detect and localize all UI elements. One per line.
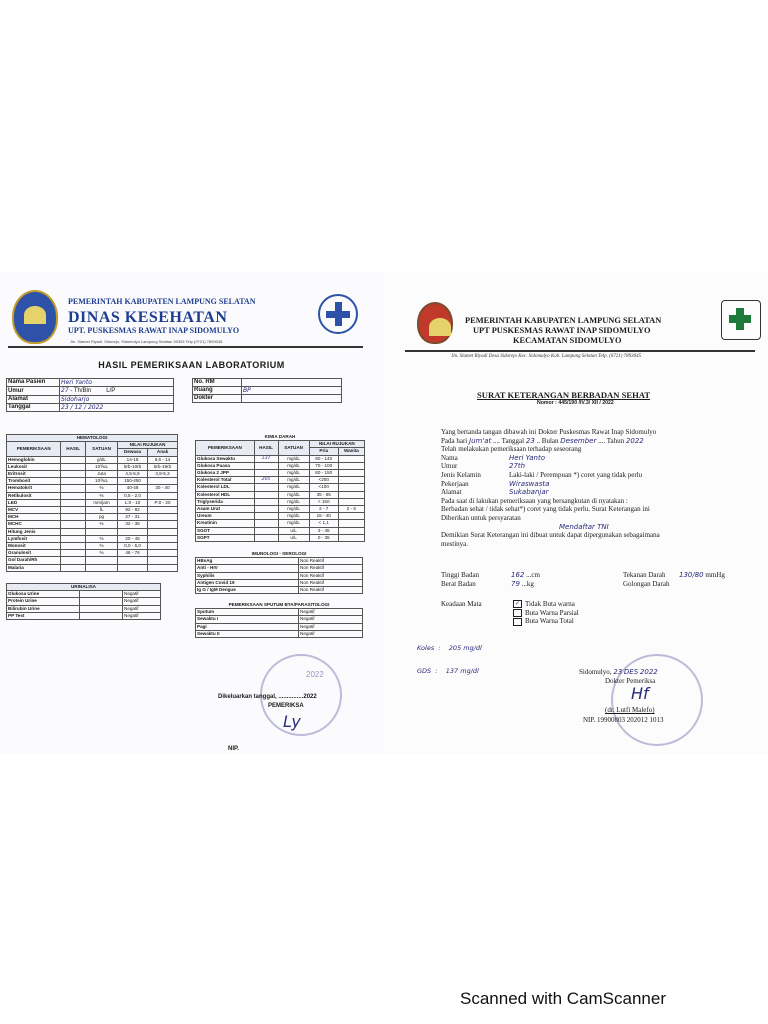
sign-role: Dokter Pemeriksa <box>605 677 656 685</box>
table-cell: <100 <box>309 484 338 491</box>
table-row <box>196 498 365 505</box>
table-cell: P:0 - 20 <box>148 499 178 506</box>
table-cell: mm/jam <box>86 499 118 506</box>
examiner-signature-icon: Ly <box>283 712 301 731</box>
camscanner-watermark: Scanned with CamScanner <box>460 989 667 1008</box>
table-cell: Non Reaktif <box>299 579 363 586</box>
table-cell: mg/dL <box>278 513 309 520</box>
table-cell: MCV <box>7 507 61 514</box>
table-cell: Sewaktu I <box>196 616 299 623</box>
sputum-table: PEMERIKSAAN SPUTUM BTA/PARASITOLOGI Sputum Negatif Sewaktu I Negatif Pagi Negatif Sewaktu II Negatif <box>195 602 363 638</box>
hematologi-rows <box>7 456 178 571</box>
table-cell: Glukosa Puasa <box>196 462 255 469</box>
table-row <box>196 558 363 565</box>
table-cell <box>254 491 278 498</box>
table-cell: Leukosit <box>7 463 61 470</box>
table-cell <box>61 528 86 535</box>
table-row <box>7 557 178 564</box>
left-nip: NIP. <box>228 746 239 752</box>
table-row <box>196 477 365 484</box>
table-cell <box>61 492 86 499</box>
table-row <box>7 543 178 550</box>
exam-date-line: Pada hari Jum'at .... Tanggal 23 .. Bulan Desember .... Tahun 2022 <box>441 436 644 445</box>
table-row <box>196 587 363 594</box>
table-row <box>196 506 365 513</box>
table-cell: 5rb-10rb <box>118 463 148 470</box>
table-cell: Asam Urat <box>196 506 255 513</box>
table-row <box>7 463 178 470</box>
table-cell <box>61 471 86 478</box>
table-cell <box>148 492 178 499</box>
table-row <box>7 605 161 612</box>
table-cell: fL <box>86 507 118 514</box>
table-cell: % <box>86 543 118 550</box>
certificate-number: Nomor : 445/190 /IV.3/ XII / 2022 <box>537 400 614 406</box>
table-cell <box>254 534 278 541</box>
table-cell: 80 - 140 <box>309 455 338 462</box>
table-row <box>196 565 363 572</box>
table-cell: % <box>86 485 118 492</box>
note-line-1: Koles : 205 mg/dl <box>417 644 482 652</box>
hematologi-table: HEMATOLOGI PEMERIKSAAN HASIL SATUAN NILAI RUJUKAN Dewasa Anak Hemoglobin g/dL 14-18 9,5 - 14 Leukosit 10³/uL 5rb-10rb 5rb-19rb Eritrosit Juta 4,5-5,5 3,9-5,3 Trombosit 10³/uL 150-450 Hematokrit % 40-48 30 - 40 Retikulosit % 0,5 - 2,0 LED mm/jam L:0 - 10 P:0 - 20 MCV fL 92 - 92 MCH pg 27 - 31 MCHC % 32 - 36 Hitung Jenis Lymfosit % 20 - 45 Monosit % 0,0 - 5,0 Granulosit % 46 - 76 Gol Darah/Rh Malaria <box>6 434 178 572</box>
table-cell: L:0 - 10 <box>118 499 148 506</box>
table-row <box>7 535 178 542</box>
checkbox-checked-icon: ✓ <box>514 600 521 608</box>
table-cell <box>338 484 364 491</box>
table-cell: u/L <box>278 534 309 541</box>
table-cell: % <box>86 535 118 542</box>
table-row <box>7 499 178 506</box>
table-cell <box>148 521 178 528</box>
eye-option-2: Buta Warna Parsial <box>513 609 579 618</box>
sign-date: Sidomulyo, 23 DES 2022 <box>579 668 658 676</box>
table-row <box>196 572 363 579</box>
table-row <box>196 484 365 491</box>
table-cell <box>86 564 118 571</box>
table-cell <box>254 462 278 469</box>
table-row <box>7 521 178 528</box>
field-pekerjaan: Pekerjaan Wiraswasta <box>441 479 550 488</box>
table-cell <box>338 455 364 462</box>
health-certificate-document: PEMERINTAH KABUPATEN LAMPUNG SELATAN UPT PUSKESMAS RAWAT INAP SIDOMULYO KECAMATAN SIDOMULYO Jln. Slamet Riyadi Desa Sidorejo Kec. Sidomulyo Kab. Lampung Selatan Telp. (0721) 7893045 SURAT KETERANGAN BERBADAN SEHAT Nomor : 445/190 /IV.3/ XII / 2022 Yang bertanda tangan dibawah ini Dokter Puskesmas Rawat Inap Sidomulyo Pada hari Jum'at .... Tanggal 23 .. Bulan Desember .... Tahun 2022 Telah melakukan pemeriksaan terhadap seseorang Nama Heri Yanto Umur 27th Jenis Kelamin Laki-laki / Perempuan *) coret yang tidak perlu Pekerjaan Wiraswasta Alamat Sukabanjar Pada saat di lakukan pemeriksaan yang bersangkutan di nyatakan : Berbadan sehat / tidak sehat*) coret yang tidak perlu. Surat Keterangan ini Diberikan untuk persyaratan Mendaftar TNI Demikian Surat Keterangan ini dibuat untuk dapat dipergunakan sebagaimana mestinya. Tinggi Badan 162 ...cm Tekanan Darah 130/80 mmHg Berat Badan 79 ...kg Golongan Darah Keadaan Mata ✓ Tidak Buta warna Buta Warna Parsial Buta Warna Total Koles : 205 mg/dl GDS : 137 mg/dl Sidomulyo, 23 DES 2022 Dokter Pemeriksa Hf (dr. Lutfi Malefo) NIP. 19900803 202012 1013 <box>383 272 768 754</box>
left-header-address: Jln. Slamet Riyadi, Sidorejo, Sidomulyo Lampung Selatan 35353 Telp (0721) 7893045 <box>70 339 223 344</box>
table-cell: Glukosa 2 JPP <box>196 470 255 477</box>
table-cell: 2 - 6 <box>338 506 364 513</box>
table-cell: 205 <box>254 477 278 484</box>
table-cell <box>254 470 278 477</box>
eye-option-1: ✓ Tidak Buta warna <box>514 600 575 608</box>
table-cell: g/dL <box>86 456 118 463</box>
table-cell: Malaria <box>7 564 61 571</box>
table-cell <box>338 527 364 534</box>
table-cell: Syphilis <box>196 572 299 579</box>
table-cell: SGOT <box>196 527 255 534</box>
left-header-line2: DINAS KESEHATAN <box>68 309 228 326</box>
table-cell: Non Reaktif <box>299 572 363 579</box>
table-cell <box>338 491 364 498</box>
table-cell <box>148 550 178 557</box>
table-cell <box>148 514 178 521</box>
health-cross-icon <box>318 294 358 334</box>
table-cell <box>61 499 86 506</box>
table-row <box>7 550 178 557</box>
table-row <box>196 630 363 637</box>
patient-meta: No. RM Ruang BP Dokter <box>192 378 342 403</box>
table-cell: Negatif <box>123 591 161 598</box>
table-cell: Ig G / IgM Dengue <box>196 587 299 594</box>
table-cell: % <box>86 492 118 499</box>
table-cell: 80 - 150 <box>309 470 338 477</box>
right-header-line3: KECAMATAN SIDOMULYO <box>513 336 622 345</box>
lab-result-document <box>0 272 383 754</box>
table-row <box>7 485 178 492</box>
table-cell: 4,5-5,5 <box>118 471 148 478</box>
regency-logo-icon <box>12 290 58 344</box>
table-cell: Lymfosit <box>7 535 61 542</box>
table-cell: Granulosit <box>7 550 61 557</box>
table-cell <box>61 550 86 557</box>
table-cell: 9,5 - 14 <box>148 456 178 463</box>
table-cell: Negatif <box>299 616 363 623</box>
kimia-darah-table: KIMIA DARAH PEMERIKSAAN HASIL SATUAN NILAI RUJUKAN Pria Wanita Glukosa Sewaktu 137 mg/dL 80 - 140 Glukosa Puasa mg/dL 70 - 100 Glukosa 2 JPP mg/dL 80 - 150 Kolesterol Total 205 mg/dL <200 Kolesterol LDL mg/dL <100 Kolesterol HDL mg/dL 35 - 65 Triglyserida mg/dL < 150 Asam Urat mg/dL 2 - 7 2 - 6 Ureum mg/dL 15 - 40 Kreatinin mg/dL < 1,1 SGOT u/L 3 - 45 SGPT u/L 0 - 35 <box>195 434 365 542</box>
table-row <box>196 616 363 623</box>
table-cell <box>86 557 118 564</box>
table-cell: % <box>86 521 118 528</box>
note-line-2: GDS : 137 mg/dl <box>417 667 479 675</box>
table-cell: Non Reaktif <box>299 587 363 594</box>
table-cell: Eritrosit <box>7 471 61 478</box>
field-umur: Umur 27th <box>441 462 526 471</box>
table-cell <box>61 514 86 521</box>
table-cell: Negatif <box>123 598 161 605</box>
table-cell <box>61 543 86 550</box>
urinalisa-table: URINALISA Glukosa Urine Negatif Protein Urine Negatif Bilirubin Urine Negatif PP Test Negatif <box>6 583 161 620</box>
certificate-purpose: Mendaftar TNI <box>559 522 609 531</box>
issued-date: Dikeluarkan tanggal, ...............2022 <box>218 694 317 700</box>
table-cell: Juta <box>86 471 118 478</box>
table-cell: 92 - 92 <box>118 507 148 514</box>
table-cell: 27 - 31 <box>118 514 148 521</box>
table-row <box>196 491 365 498</box>
table-cell: Gol Darah/Rh <box>7 557 61 564</box>
checkbox-empty-icon <box>513 609 522 617</box>
table-cell <box>148 535 178 542</box>
certificate-title: SURAT KETERANGAN BERBADAN SEHAT <box>477 390 651 400</box>
eye-option-3: Buta Warna Total <box>513 617 579 626</box>
table-cell: Sputum <box>196 609 299 616</box>
table-row <box>196 623 363 630</box>
table-cell <box>80 612 123 619</box>
table-cell <box>254 498 278 505</box>
table-row <box>196 520 365 527</box>
table-cell: 30 - 40 <box>148 485 178 492</box>
field-alamat: Alamat Sukabanjar <box>441 488 549 497</box>
table-row <box>196 534 365 541</box>
doctor-name: (dr. Lutfi Malefo) <box>605 706 655 714</box>
table-cell <box>148 564 178 571</box>
table-cell <box>61 521 86 528</box>
table-cell: 150-450 <box>118 478 148 485</box>
table-cell: Pagi <box>196 623 299 630</box>
right-header-divider <box>405 350 755 352</box>
table-row <box>7 564 178 571</box>
regency-logo-icon <box>417 302 453 344</box>
table-cell: 3,9-5,3 <box>148 471 178 478</box>
right-header-line1: PEMERINTAH KABUPATEN LAMPUNG SELATAN <box>465 316 662 325</box>
header-divider <box>8 346 363 348</box>
table-cell: 3 - 45 <box>309 527 338 534</box>
table-cell: 5rb-19rb <box>148 463 178 470</box>
imunologi-table: IMUNOLOGI - SEROLOGI HBsAg Non Reaktif Anti - HIV Non Reaktif Syphilis Non Reaktif Antigen Covid 19 Non Reaktif Ig G / IgM Dengue Non Reaktif <box>195 551 363 594</box>
table-cell: Ureum <box>196 513 255 520</box>
table-cell <box>254 484 278 491</box>
table-cell: Bilirubin Urine <box>7 605 80 612</box>
table-row <box>7 598 161 605</box>
table-cell: 15 - 40 <box>309 513 338 520</box>
table-cell: PP Test <box>7 612 80 619</box>
table-cell: Non Reaktif <box>299 558 363 565</box>
table-row <box>7 591 161 598</box>
table-cell: mg/dL <box>278 506 309 513</box>
table-cell <box>61 535 86 542</box>
table-row <box>7 507 178 514</box>
table-cell: 2 - 7 <box>309 506 338 513</box>
table-cell <box>61 564 86 571</box>
table-cell: LED <box>7 499 61 506</box>
table-cell <box>338 498 364 505</box>
table-row <box>7 514 178 521</box>
table-cell: % <box>86 550 118 557</box>
table-cell <box>148 528 178 535</box>
patient-info: Nama Pasien Heri Yanto Umur 27 - Th/Bln L/P Alamat Sidoharjo Tanggal 23 / 12 / 2022 <box>6 378 174 412</box>
table-cell <box>118 564 148 571</box>
table-cell: mg/dL <box>278 470 309 477</box>
table-cell: Kolesterol Total <box>196 477 255 484</box>
table-cell: Hematokrit <box>7 485 61 492</box>
table-row <box>196 579 363 586</box>
right-header-line2: UPT PUSKESMAS RAWAT INAP SIDOMULYO <box>473 326 651 335</box>
table-cell: mg/dL <box>278 484 309 491</box>
examiner-label: PEMERIKSA <box>268 703 304 709</box>
table-cell: MCHC <box>7 521 61 528</box>
table-cell: 20 - 45 <box>118 535 148 542</box>
table-cell: 0,0 - 5,0 <box>118 543 148 550</box>
table-cell: SGPT <box>196 534 255 541</box>
field-jenis-kelamin: Jenis Kelamin Laki-laki / Perempuan *) coret yang tidak perlu <box>441 470 643 479</box>
table-cell <box>148 557 178 564</box>
table-cell: Hemoglobin <box>7 456 61 463</box>
table-cell: mg/dL <box>278 455 309 462</box>
table-cell: Non Reaktif <box>299 565 363 572</box>
table-cell <box>80 591 123 598</box>
table-cell: Hitung Jenis <box>7 528 61 535</box>
vitals: Tinggi Badan 162 ...cm Tekanan Darah 130/80 mmHg Berat Badan 79 ...kg Golongan Darah <box>441 571 725 588</box>
table-cell: Antigen Covid 19 <box>196 579 299 586</box>
table-cell: Protein Urine <box>7 598 80 605</box>
table-cell <box>61 456 86 463</box>
table-cell: < 150 <box>309 498 338 505</box>
table-row <box>7 612 161 619</box>
table-cell <box>338 477 364 484</box>
doctor-signature-icon: Hf <box>631 684 649 703</box>
table-cell <box>61 478 86 485</box>
table-cell: <200 <box>309 477 338 484</box>
table-row <box>196 527 365 534</box>
urinalisa-rows <box>7 591 161 620</box>
table-cell: Monosit <box>7 543 61 550</box>
right-header-address: Jln. Slamet Riyadi Desa Sidorejo Kec. Sidomulyo Kab. Lampung Selatan Telp. (0721) 7893045 <box>451 354 642 359</box>
left-header-line1: PEMERINTAH KABUPATEN LAMPUNG SELATAN <box>68 297 256 306</box>
table-cell <box>86 528 118 535</box>
table-cell <box>148 507 178 514</box>
table-row <box>196 462 365 469</box>
table-cell: < 1,1 <box>309 520 338 527</box>
table-cell: 137 <box>254 455 278 462</box>
table-cell: pg <box>86 514 118 521</box>
table-cell: 0,5 - 2,0 <box>118 492 148 499</box>
table-cell <box>338 470 364 477</box>
table-cell: 46 - 76 <box>118 550 148 557</box>
table-cell: Kolesterol LDL <box>196 484 255 491</box>
table-cell: 32 - 36 <box>118 521 148 528</box>
table-cell: 14-18 <box>118 456 148 463</box>
table-cell <box>254 506 278 513</box>
table-row <box>7 478 178 485</box>
checkbox-empty-icon <box>513 618 522 626</box>
imunologi-rows <box>196 558 363 594</box>
table-cell: 10³/uL <box>86 478 118 485</box>
table-cell: mg/dL <box>278 462 309 469</box>
table-row <box>7 456 178 463</box>
table-cell: Kolesterol HDL <box>196 491 255 498</box>
table-cell: 40-48 <box>118 485 148 492</box>
table-cell: u/L <box>278 527 309 534</box>
kimia-rows <box>196 455 365 541</box>
table-row <box>196 455 365 462</box>
field-nama: Nama Heri Yanto <box>441 453 546 462</box>
table-cell: mg/dL <box>278 498 309 505</box>
table-cell <box>61 463 86 470</box>
certificate-body: Yang bertanda tangan dibawah ini Dokter Puskesmas Rawat Inap Sidomulyo Pada hari Jum'at .... Tanggal 23 .. Bulan Desember .... Tahun 2022 Telah melakukan pemeriksaan terhadap seseorang Nama Heri Yanto Umur 27th Jenis Kelamin Laki-laki / Perempuan *) coret yang tidak perlu Pekerjaan Wiraswasta Alamat Sukabanjar Pada saat di lakukan pemeriksaan yang bersangkutan di nyatakan : Berbadan sehat / tidak sehat*) coret yang tidak perlu. Surat Keterangan ini Diberikan untuk persyaratan Mendaftar TNI Demikian Surat Keterangan ini dibuat untuk dapat dipergunakan sebagaimana mestinya. <box>441 428 761 548</box>
table-row <box>196 513 365 520</box>
table-row <box>196 470 365 477</box>
table-cell: 10³/uL <box>86 463 118 470</box>
official-stamp-icon: 2022 <box>260 654 342 736</box>
table-cell: Negatif <box>123 605 161 612</box>
table-cell <box>118 557 148 564</box>
sputum-rows <box>196 609 363 638</box>
table-cell: mg/dL <box>278 520 309 527</box>
table-row <box>7 492 178 499</box>
doctor-nip: NIP. 19900803 202012 1013 <box>583 716 664 724</box>
table-cell <box>61 507 86 514</box>
table-cell <box>338 520 364 527</box>
table-cell: Negatif <box>299 623 363 630</box>
table-cell: mg/dL <box>278 477 309 484</box>
table-cell: HBsAg <box>196 558 299 565</box>
table-row <box>7 528 178 535</box>
table-cell <box>61 557 86 564</box>
table-cell: Negatif <box>299 609 363 616</box>
table-row <box>196 609 363 616</box>
table-cell: Triglyserida <box>196 498 255 505</box>
table-cell: Kreatinin <box>196 520 255 527</box>
table-cell: Anti - HIV <box>196 565 299 572</box>
table-cell <box>338 513 364 520</box>
table-cell <box>148 478 178 485</box>
table-cell: 0 - 35 <box>309 534 338 541</box>
health-cross-icon <box>721 300 761 340</box>
table-cell <box>254 527 278 534</box>
table-cell <box>61 485 86 492</box>
table-cell <box>338 462 364 469</box>
table-cell: mg/dL <box>278 491 309 498</box>
table-cell: MCH <box>7 514 61 521</box>
table-cell: Glukosa Urine <box>7 591 80 598</box>
table-cell: Negatif <box>299 630 363 637</box>
table-cell: Glukosa Sewaktu <box>196 455 255 462</box>
table-cell <box>338 534 364 541</box>
table-cell <box>80 605 123 612</box>
table-cell <box>254 520 278 527</box>
table-cell: Negatif <box>123 612 161 619</box>
left-header-line3: UPT. PUSKESMAS RAWAT INAP SIDOMULYO <box>68 326 240 335</box>
lab-title: HASIL PEMERIKSAAN LABORATORIUM <box>98 360 285 370</box>
table-cell <box>80 598 123 605</box>
table-cell: 35 - 65 <box>309 491 338 498</box>
table-cell <box>118 528 148 535</box>
table-cell <box>148 543 178 550</box>
table-cell: 70 - 100 <box>309 462 338 469</box>
table-row <box>7 471 178 478</box>
table-cell: Trombosit <box>7 478 61 485</box>
table-cell: Retikulosit <box>7 492 61 499</box>
table-cell <box>254 513 278 520</box>
table-cell: Sewaktu II <box>196 630 299 637</box>
